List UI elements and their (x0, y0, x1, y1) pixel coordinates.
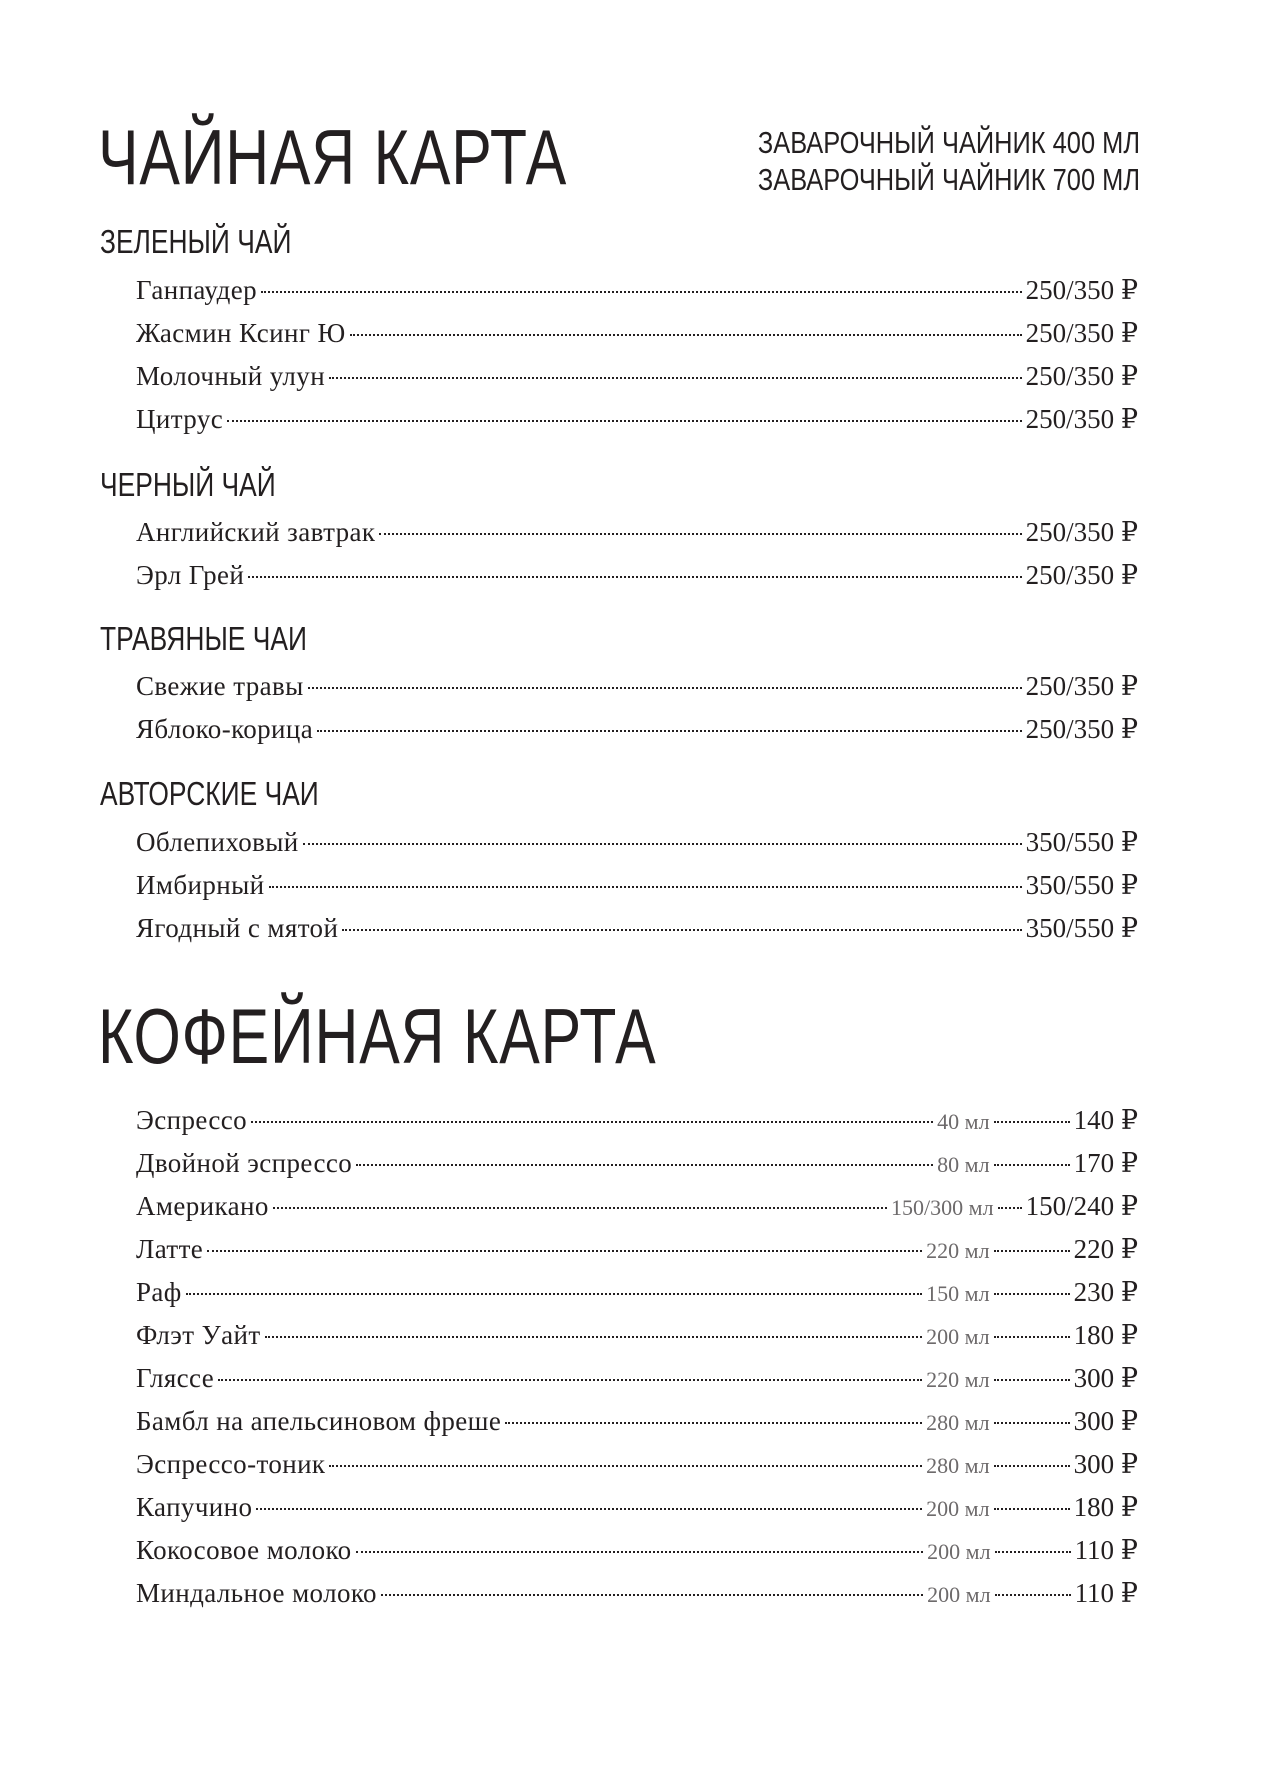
dot-leader (994, 1250, 1070, 1252)
dot-leader (308, 687, 1022, 689)
item-name: Имбирный (136, 870, 265, 900)
item-name: Гляссе (136, 1363, 215, 1393)
item-name: Двойной эспрессо (136, 1148, 353, 1178)
dot-leader (994, 1422, 1070, 1424)
item-price: 300 ₽ (1073, 1449, 1138, 1479)
dot-leader (994, 1293, 1070, 1295)
dot-leader (379, 533, 1021, 535)
coffee-item (136, 1530, 1138, 1570)
section-title-herbal-tea: ТРАВЯНЫЕ ЧАИ (100, 620, 307, 657)
item-name: Молочный улун (136, 361, 326, 391)
item-price: 150/240 ₽ (1025, 1191, 1138, 1221)
dot-leader (995, 1551, 1071, 1553)
item-name: Эспрессо-тоник (136, 1449, 326, 1479)
section-title-green-tea: ЗЕЛЕНЫЙ ЧАЙ (100, 223, 292, 260)
section-title-black-tea: ЧЕРНЫЙ ЧАЙ (100, 466, 276, 503)
item-price: 140 ₽ (1073, 1105, 1138, 1135)
item-volume: 40 мл (937, 1109, 990, 1134)
tea-item (136, 270, 1138, 310)
coffee-item (136, 1573, 1138, 1613)
item-volume: 280 мл (926, 1453, 990, 1478)
dot-leader (261, 291, 1022, 293)
dot-leader (273, 1207, 887, 1209)
item-volume: 150 мл (926, 1281, 990, 1306)
item-price: 250/350 ₽ (1025, 714, 1138, 744)
dot-leader (381, 1594, 923, 1596)
coffee-item (136, 1487, 1138, 1527)
dot-leader (269, 886, 1022, 888)
dot-leader (256, 1508, 922, 1510)
dot-leader (356, 1551, 924, 1553)
coffee-item (136, 1186, 1138, 1226)
coffee-item (136, 1315, 1138, 1355)
tea-item (136, 709, 1138, 749)
dot-leader (329, 1465, 922, 1467)
dot-leader (251, 1121, 933, 1123)
item-name: Капучино (136, 1492, 253, 1522)
coffee-item (136, 1272, 1138, 1312)
item-volume: 200 мл (927, 1582, 991, 1607)
section-title-signature-tea: АВТОРСКИЕ ЧАИ (100, 775, 319, 812)
item-name: Американо (136, 1191, 269, 1221)
item-name: Жасмин Ксинг Ю (136, 318, 346, 348)
dot-leader (329, 377, 1022, 379)
item-price: 250/350 ₽ (1025, 671, 1138, 701)
dot-leader (342, 929, 1021, 931)
tea-item (136, 666, 1138, 706)
item-name: Бамбл на апельсиновом фреше (136, 1406, 502, 1436)
item-name: Свежие травы (136, 671, 304, 701)
dot-leader (994, 1379, 1070, 1381)
dot-leader (265, 1336, 923, 1338)
item-price: 300 ₽ (1073, 1406, 1138, 1436)
item-price: 250/350 ₽ (1025, 318, 1138, 348)
item-price: 180 ₽ (1073, 1492, 1138, 1522)
dot-leader (994, 1164, 1070, 1166)
item-name: Цитрус (136, 404, 224, 434)
tea-item (136, 399, 1138, 439)
dot-leader (317, 730, 1021, 732)
item-price: 300 ₽ (1073, 1363, 1138, 1393)
teapot-size-small: ЗАВАРОЧНЫЙ ЧАЙНИК 400 МЛ (757, 125, 1140, 160)
dot-leader (207, 1250, 922, 1252)
item-price: 170 ₽ (1073, 1148, 1138, 1178)
item-price: 250/350 ₽ (1025, 275, 1138, 305)
item-name: Облепиховый (136, 827, 299, 857)
coffee-item (136, 1229, 1138, 1269)
coffee-item (136, 1143, 1138, 1183)
dot-leader (994, 1121, 1070, 1123)
item-name: Эрл Грей (136, 560, 245, 590)
dot-leader (248, 576, 1021, 578)
item-price: 350/550 ₽ (1025, 870, 1138, 900)
dot-leader (186, 1293, 922, 1295)
item-name: Латте (136, 1234, 204, 1264)
coffee-item (136, 1401, 1138, 1441)
dot-leader (994, 1508, 1070, 1510)
tea-menu-title: ЧАЙНАЯ КАРТА (98, 113, 568, 201)
item-price: 110 ₽ (1074, 1535, 1138, 1565)
item-price: 220 ₽ (1073, 1234, 1138, 1264)
item-price: 250/350 ₽ (1025, 361, 1138, 391)
dot-leader (227, 420, 1021, 422)
item-price: 230 ₽ (1073, 1277, 1138, 1307)
dot-leader (505, 1422, 922, 1424)
item-name: Миндальное молоко (136, 1578, 377, 1608)
item-price: 250/350 ₽ (1025, 560, 1138, 590)
tea-item (136, 313, 1138, 353)
item-price: 180 ₽ (1073, 1320, 1138, 1350)
item-price: 250/350 ₽ (1025, 404, 1138, 434)
tea-item (136, 512, 1138, 552)
tea-item (136, 356, 1138, 396)
dot-leader (998, 1207, 1022, 1209)
item-volume: 200 мл (926, 1496, 990, 1521)
tea-item (136, 865, 1138, 905)
item-volume: 80 мл (937, 1152, 990, 1177)
coffee-menu-title: КОФЕЙНАЯ КАРТА (98, 992, 657, 1080)
teapot-sizes (674, 124, 1140, 198)
item-price: 250/350 ₽ (1025, 517, 1138, 547)
dot-leader (994, 1336, 1070, 1338)
item-name: Английский завтрак (136, 517, 376, 547)
tea-item (136, 822, 1138, 862)
item-name: Ганпаудер (136, 275, 258, 305)
dot-leader (303, 843, 1022, 845)
item-name: Раф (136, 1277, 182, 1307)
item-volume: 200 мл (927, 1539, 991, 1564)
dot-leader (218, 1379, 922, 1381)
dot-leader (994, 1465, 1070, 1467)
item-price: 110 ₽ (1074, 1578, 1138, 1608)
item-price: 350/550 ₽ (1025, 827, 1138, 857)
item-volume: 150/300 мл (891, 1195, 994, 1220)
item-name: Ягодный с мятой (136, 913, 339, 943)
item-price: 350/550 ₽ (1025, 913, 1138, 943)
item-volume: 280 мл (926, 1410, 990, 1435)
coffee-item (136, 1100, 1138, 1140)
item-volume: 220 мл (926, 1238, 990, 1263)
dot-leader (350, 334, 1022, 336)
coffee-item (136, 1358, 1138, 1398)
item-volume: 200 мл (926, 1324, 990, 1349)
item-name: Эспрессо (136, 1105, 248, 1135)
item-name: Флэт Уайт (136, 1320, 261, 1350)
tea-item (136, 555, 1138, 595)
item-name: Яблоко-корица (136, 714, 314, 744)
item-volume: 220 мл (926, 1367, 990, 1392)
item-name: Кокосовое молоко (136, 1535, 352, 1565)
dot-leader (995, 1594, 1071, 1596)
tea-item (136, 908, 1138, 948)
coffee-item (136, 1444, 1138, 1484)
dot-leader (356, 1164, 933, 1166)
teapot-size-large: ЗАВАРОЧНЫЙ ЧАЙНИК 700 МЛ (757, 162, 1140, 197)
